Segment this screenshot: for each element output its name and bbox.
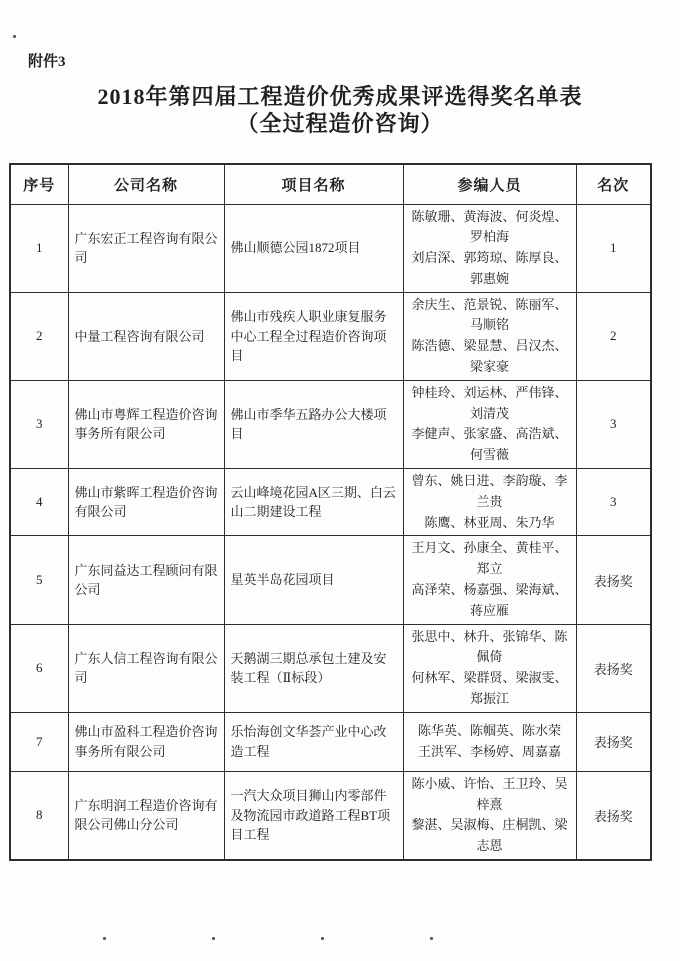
participants-line: 高泽荣、杨嘉强、梁海斌、蒋应雁 <box>411 582 568 618</box>
project-name-cell: 佛山市季华五路办公大楼项目 <box>224 380 403 468</box>
rank-cell: 1 <box>576 204 651 292</box>
project-name-cell: 乐怡海创文华荟产业中心改造工程 <box>224 712 403 771</box>
participants-cell <box>403 469 576 536</box>
participants-line: 何林军、梁群贤、梁淑雯、郑振江 <box>411 670 568 707</box>
rank-cell: 表扬奖 <box>576 624 651 712</box>
scan-speck <box>13 35 16 38</box>
scan-speck <box>212 937 215 940</box>
participants-cell <box>403 771 576 860</box>
company-name-cell: 佛山市紫晖工程造价咨询有限公司 <box>68 469 224 536</box>
participants-cell <box>403 204 576 292</box>
company-name-cell: 中量工程咨询有限公司 <box>68 292 224 380</box>
serial-number-cell: 6 <box>10 624 68 712</box>
participants-line: 王月文、孙康全、黄桂平、郑立 <box>411 540 568 577</box>
serial-number-cell: 4 <box>10 469 68 536</box>
participants-line: 钟桂玲、刘运林、严伟锋、刘清茂 <box>411 384 568 421</box>
project-name-cell: 一汽大众项目狮山内零部件及物流园市政道路工程BT项目工程 <box>224 771 403 860</box>
project-name-cell: 星英半岛花园项目 <box>224 536 403 624</box>
header-rank: 名次 <box>576 164 651 204</box>
participants-line: 陈敏珊、黄海波、何炎煌、罗柏海 <box>411 208 568 245</box>
company-name-cell: 广东同益达工程顾问有限公司 <box>68 536 224 624</box>
table-row <box>10 292 651 380</box>
table-header-row <box>10 164 651 204</box>
header-serial-number: 序号 <box>10 164 68 204</box>
participants-line: 刘启深、郭筠琼、陈厚良、郭惠婉 <box>411 250 568 286</box>
header-participants: 参编人员 <box>403 164 576 204</box>
serial-number-cell: 5 <box>10 536 68 624</box>
serial-number-cell: 8 <box>10 771 68 860</box>
project-name-cell: 佛山市残疾人职业康复服务中心工程全过程造价咨询项目 <box>224 292 403 380</box>
participants-line: 余庆生、范景锐、陈丽军、马顺铭 <box>411 296 568 333</box>
project-name-cell: 天鹅湖三期总承包土建及安装工程（Ⅱ标段） <box>224 624 403 712</box>
project-name-cell: 云山峰境花园A区三期、白云山二期建设工程 <box>224 469 403 536</box>
header-project-name: 项目名称 <box>224 164 403 204</box>
serial-number-cell: 3 <box>10 380 68 468</box>
page-title-line-2: （全过程造价咨询） <box>236 110 444 136</box>
participants-line: 陈小威、许怡、王卫玲、吴梓熹 <box>411 775 568 812</box>
serial-number-cell: 1 <box>10 204 68 292</box>
participants-line: 张思中、林升、张锦华、陈佩倚 <box>411 628 568 665</box>
rank-cell: 3 <box>576 469 651 536</box>
serial-number-cell: 2 <box>10 292 68 380</box>
table-row <box>10 771 651 860</box>
participants-line: 曾东、姚日进、李韵璇、李兰贵 <box>411 473 568 509</box>
attachment-label: 附件3 <box>28 54 66 70</box>
header-company-name: 公司名称 <box>68 164 224 204</box>
company-name-cell: 广东宏正工程咨询有限公司 <box>68 204 224 292</box>
participants-cell <box>403 536 576 624</box>
table-row <box>10 380 651 468</box>
table-row <box>10 204 651 292</box>
rank-cell: 表扬奖 <box>576 712 651 771</box>
rank-cell: 3 <box>576 380 651 468</box>
participants-cell <box>403 712 576 771</box>
rank-cell: 表扬奖 <box>576 771 651 860</box>
participants-line: 陈鹰、林亚周、朱乃华 <box>424 514 555 530</box>
scan-speck <box>321 937 324 940</box>
participants-cell <box>403 292 576 380</box>
participants-line: 黎湛、吴淑梅、庄桐凯、梁志恩 <box>411 817 568 854</box>
company-name-cell: 广东人信工程咨询有限公司 <box>68 624 224 712</box>
project-name-cell: 佛山顺德公园1872项目 <box>224 204 403 292</box>
company-name-cell: 佛山市盈科工程造价咨询事务所有限公司 <box>68 712 224 771</box>
participants-cell <box>403 380 576 468</box>
page-title-line-1: 2018年第四届工程造价优秀成果评选得奖名单表 <box>97 84 583 109</box>
awards-table <box>9 163 652 861</box>
participants-line: 李健声、张家盛、高浩斌、何雪薇 <box>411 426 568 463</box>
participants-line: 陈华英、陈帼英、陈水荣 <box>417 723 561 739</box>
serial-number-cell: 7 <box>10 712 68 771</box>
table-row <box>10 712 651 771</box>
table-row <box>10 469 651 536</box>
rank-cell: 2 <box>576 292 651 380</box>
scan-speck <box>103 937 106 940</box>
company-name-cell: 佛山市粤辉工程造价咨询事务所有限公司 <box>68 380 224 468</box>
rank-cell: 表扬奖 <box>576 536 651 624</box>
participants-line: 王洪军、李杨婷、周嘉嘉 <box>417 743 561 759</box>
company-name-cell: 广东明润工程造价咨询有限公司佛山分公司 <box>68 771 224 860</box>
participants-cell <box>403 624 576 712</box>
table-row <box>10 624 651 712</box>
page-title <box>0 84 680 138</box>
participants-line: 陈浩德、梁显慧、吕汉杰、梁家豪 <box>411 338 568 375</box>
table-row <box>10 536 651 624</box>
scan-speck <box>430 937 433 940</box>
